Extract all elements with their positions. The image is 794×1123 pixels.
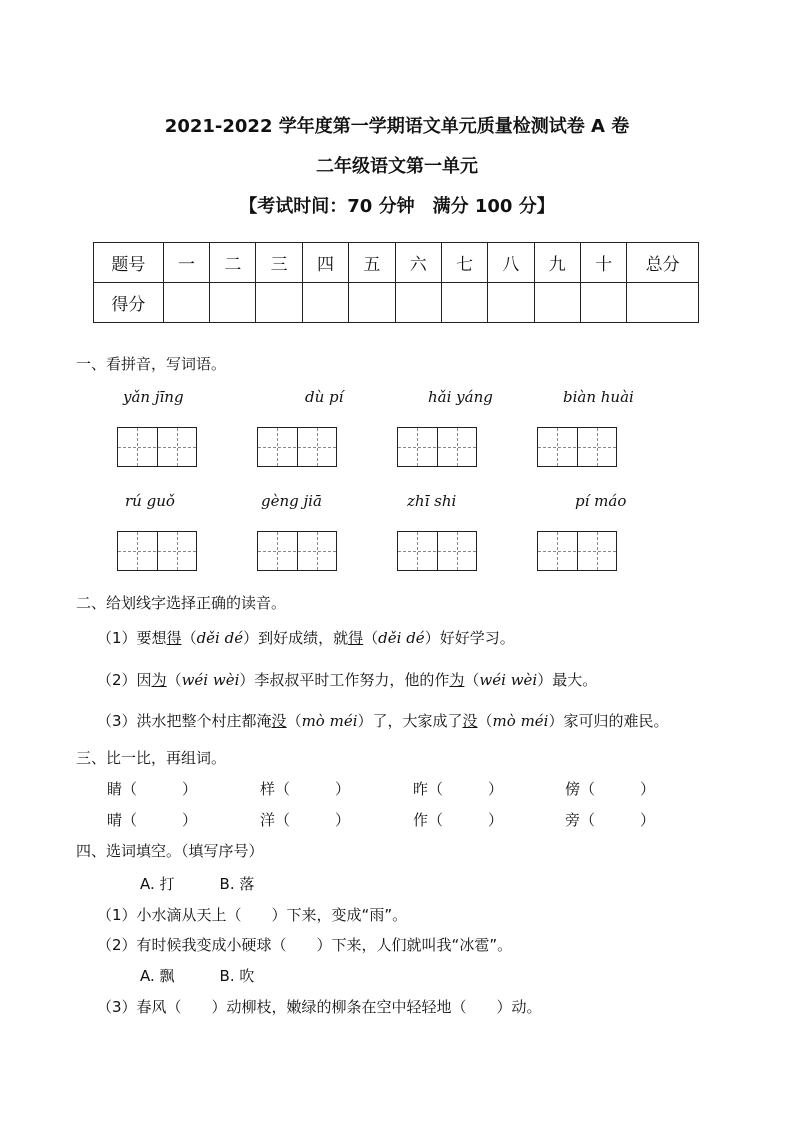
score-input-cell[interactable] — [256, 283, 302, 323]
question-text: ）家可归的难民。 — [548, 712, 669, 730]
question-text: （ — [464, 671, 480, 689]
pinyin-label: dù pí — [305, 388, 344, 406]
pinyin-label: hǎi yáng — [428, 388, 493, 406]
exam-info: 【考试时间：70 分钟 满分 100 分】 — [239, 196, 555, 217]
writing-grid[interactable] — [537, 531, 617, 571]
word-pair-blank[interactable]: 旁（ ） — [565, 811, 656, 829]
writing-grid[interactable] — [257, 427, 337, 467]
pinyin-options[interactable]: mò méi — [492, 712, 549, 730]
score-input-cell[interactable] — [210, 283, 256, 323]
pinyin-label: zhī shi — [407, 492, 457, 510]
score-input-cell[interactable] — [488, 283, 534, 323]
score-table — [93, 242, 699, 323]
question-text: ）到好成绩，就 — [243, 629, 349, 647]
score-input-cell[interactable] — [580, 283, 626, 323]
exam-title: 2021-2022 学年度第一学期语文单元质量检测试卷 A 卷 — [164, 116, 630, 137]
question-2-2 — [97, 669, 597, 690]
section3-heading: 三、比一比，再组词。 — [76, 749, 227, 767]
score-cell: 九 — [534, 243, 580, 283]
score-input-cell[interactable] — [627, 283, 699, 323]
question-text: （ — [181, 629, 197, 647]
section2-heading: 二、给划线字选择正确的读音。 — [76, 594, 287, 612]
question-text: （ — [477, 712, 493, 730]
underlined-char: 为 — [151, 671, 167, 689]
score-cell: 总分 — [627, 243, 699, 283]
pinyin-label: pí máo — [575, 492, 627, 510]
question-4-3[interactable]: （3）春风（ ）动柳枝，嫩绿的柳条在空中轻轻地（ ）动。 — [97, 998, 542, 1016]
score-input-cell[interactable] — [302, 283, 348, 323]
word-pair-blank[interactable]: 睛（ ） — [107, 780, 198, 798]
score-cell: 四 — [302, 243, 348, 283]
word-pair-blank[interactable]: 昨（ ） — [413, 780, 504, 798]
score-input-cell[interactable] — [395, 283, 441, 323]
underlined-char: 没 — [271, 712, 287, 730]
score-input-cell[interactable] — [534, 283, 580, 323]
question-2-1 — [97, 627, 515, 648]
question-text: （ — [166, 671, 182, 689]
underlined-char: 为 — [449, 671, 465, 689]
writing-grid[interactable] — [117, 427, 197, 467]
writing-grid[interactable] — [537, 427, 617, 467]
pinyin-label: biàn huài — [563, 388, 634, 406]
question-text: （ — [286, 712, 302, 730]
pinyin-options[interactable]: děi dé — [378, 629, 425, 647]
underlined-char: 得 — [348, 629, 364, 647]
writing-grid[interactable] — [257, 531, 337, 571]
question-4-2[interactable]: （2）有时候我变成小硬球（ ）下来，人们就叫我“冰雹”。 — [97, 936, 513, 954]
score-table-header-row — [94, 243, 699, 283]
choice-options: A. 打 B. 落 — [140, 875, 255, 893]
question-text: （3）洪水把整个村庄都淹 — [97, 712, 272, 730]
pinyin-options[interactable]: mò méi — [301, 712, 358, 730]
word-pair-blank[interactable]: 样（ ） — [260, 780, 351, 798]
underlined-char: 得 — [166, 629, 182, 647]
score-input-cell[interactable] — [163, 283, 209, 323]
score-cell: 五 — [349, 243, 395, 283]
question-text: （ — [363, 629, 379, 647]
score-cell: 题号 — [94, 243, 164, 283]
exam-subtitle: 二年级语文第一单元 — [316, 156, 478, 177]
section1-heading: 一、看拼音，写词语。 — [76, 355, 227, 373]
writing-grid[interactable] — [117, 531, 197, 571]
score-cell: 一 — [163, 243, 209, 283]
score-cell: 十 — [580, 243, 626, 283]
section4-heading: 四、选词填空。（填写序号） — [76, 842, 264, 860]
writing-grid[interactable] — [397, 531, 477, 571]
question-text: （2）因 — [97, 671, 152, 689]
score-label-cell: 得分 — [94, 283, 164, 323]
question-text: （1）要想 — [97, 629, 167, 647]
pinyin-label: rú guǒ — [125, 492, 175, 510]
score-input-cell[interactable] — [349, 283, 395, 323]
score-input-cell[interactable] — [441, 283, 487, 323]
choice-options: A. 飘 B. 吹 — [140, 967, 255, 985]
score-cell: 二 — [210, 243, 256, 283]
question-2-3 — [97, 710, 668, 731]
word-pair-blank[interactable]: 晴（ ） — [107, 811, 198, 829]
pinyin-options[interactable]: wéi wèi — [181, 671, 240, 689]
score-cell: 三 — [256, 243, 302, 283]
word-pair-blank[interactable]: 傍（ ） — [565, 780, 656, 798]
word-pair-blank[interactable]: 洋（ ） — [260, 811, 351, 829]
pinyin-label: yǎn jīng — [123, 388, 184, 406]
question-text: ）了，大家成了 — [357, 712, 463, 730]
writing-grid[interactable] — [397, 427, 477, 467]
score-cell: 八 — [488, 243, 534, 283]
question-text: ）李叔叔平时工作努力，他的作 — [239, 671, 450, 689]
score-cell: 七 — [441, 243, 487, 283]
pinyin-label: gèng jiā — [261, 492, 322, 510]
score-cell: 六 — [395, 243, 441, 283]
underlined-char: 没 — [462, 712, 478, 730]
pinyin-options[interactable]: wéi wèi — [479, 671, 538, 689]
question-4-1[interactable]: （1）小水滴从天上（ ）下来，变成“雨”。 — [97, 906, 408, 924]
question-text: ）最大。 — [537, 671, 598, 689]
word-pair-blank[interactable]: 作（ ） — [413, 811, 504, 829]
pinyin-options[interactable]: děi dé — [196, 629, 244, 647]
score-table-score-row — [94, 283, 699, 323]
question-text: ）好好学习。 — [424, 629, 515, 647]
